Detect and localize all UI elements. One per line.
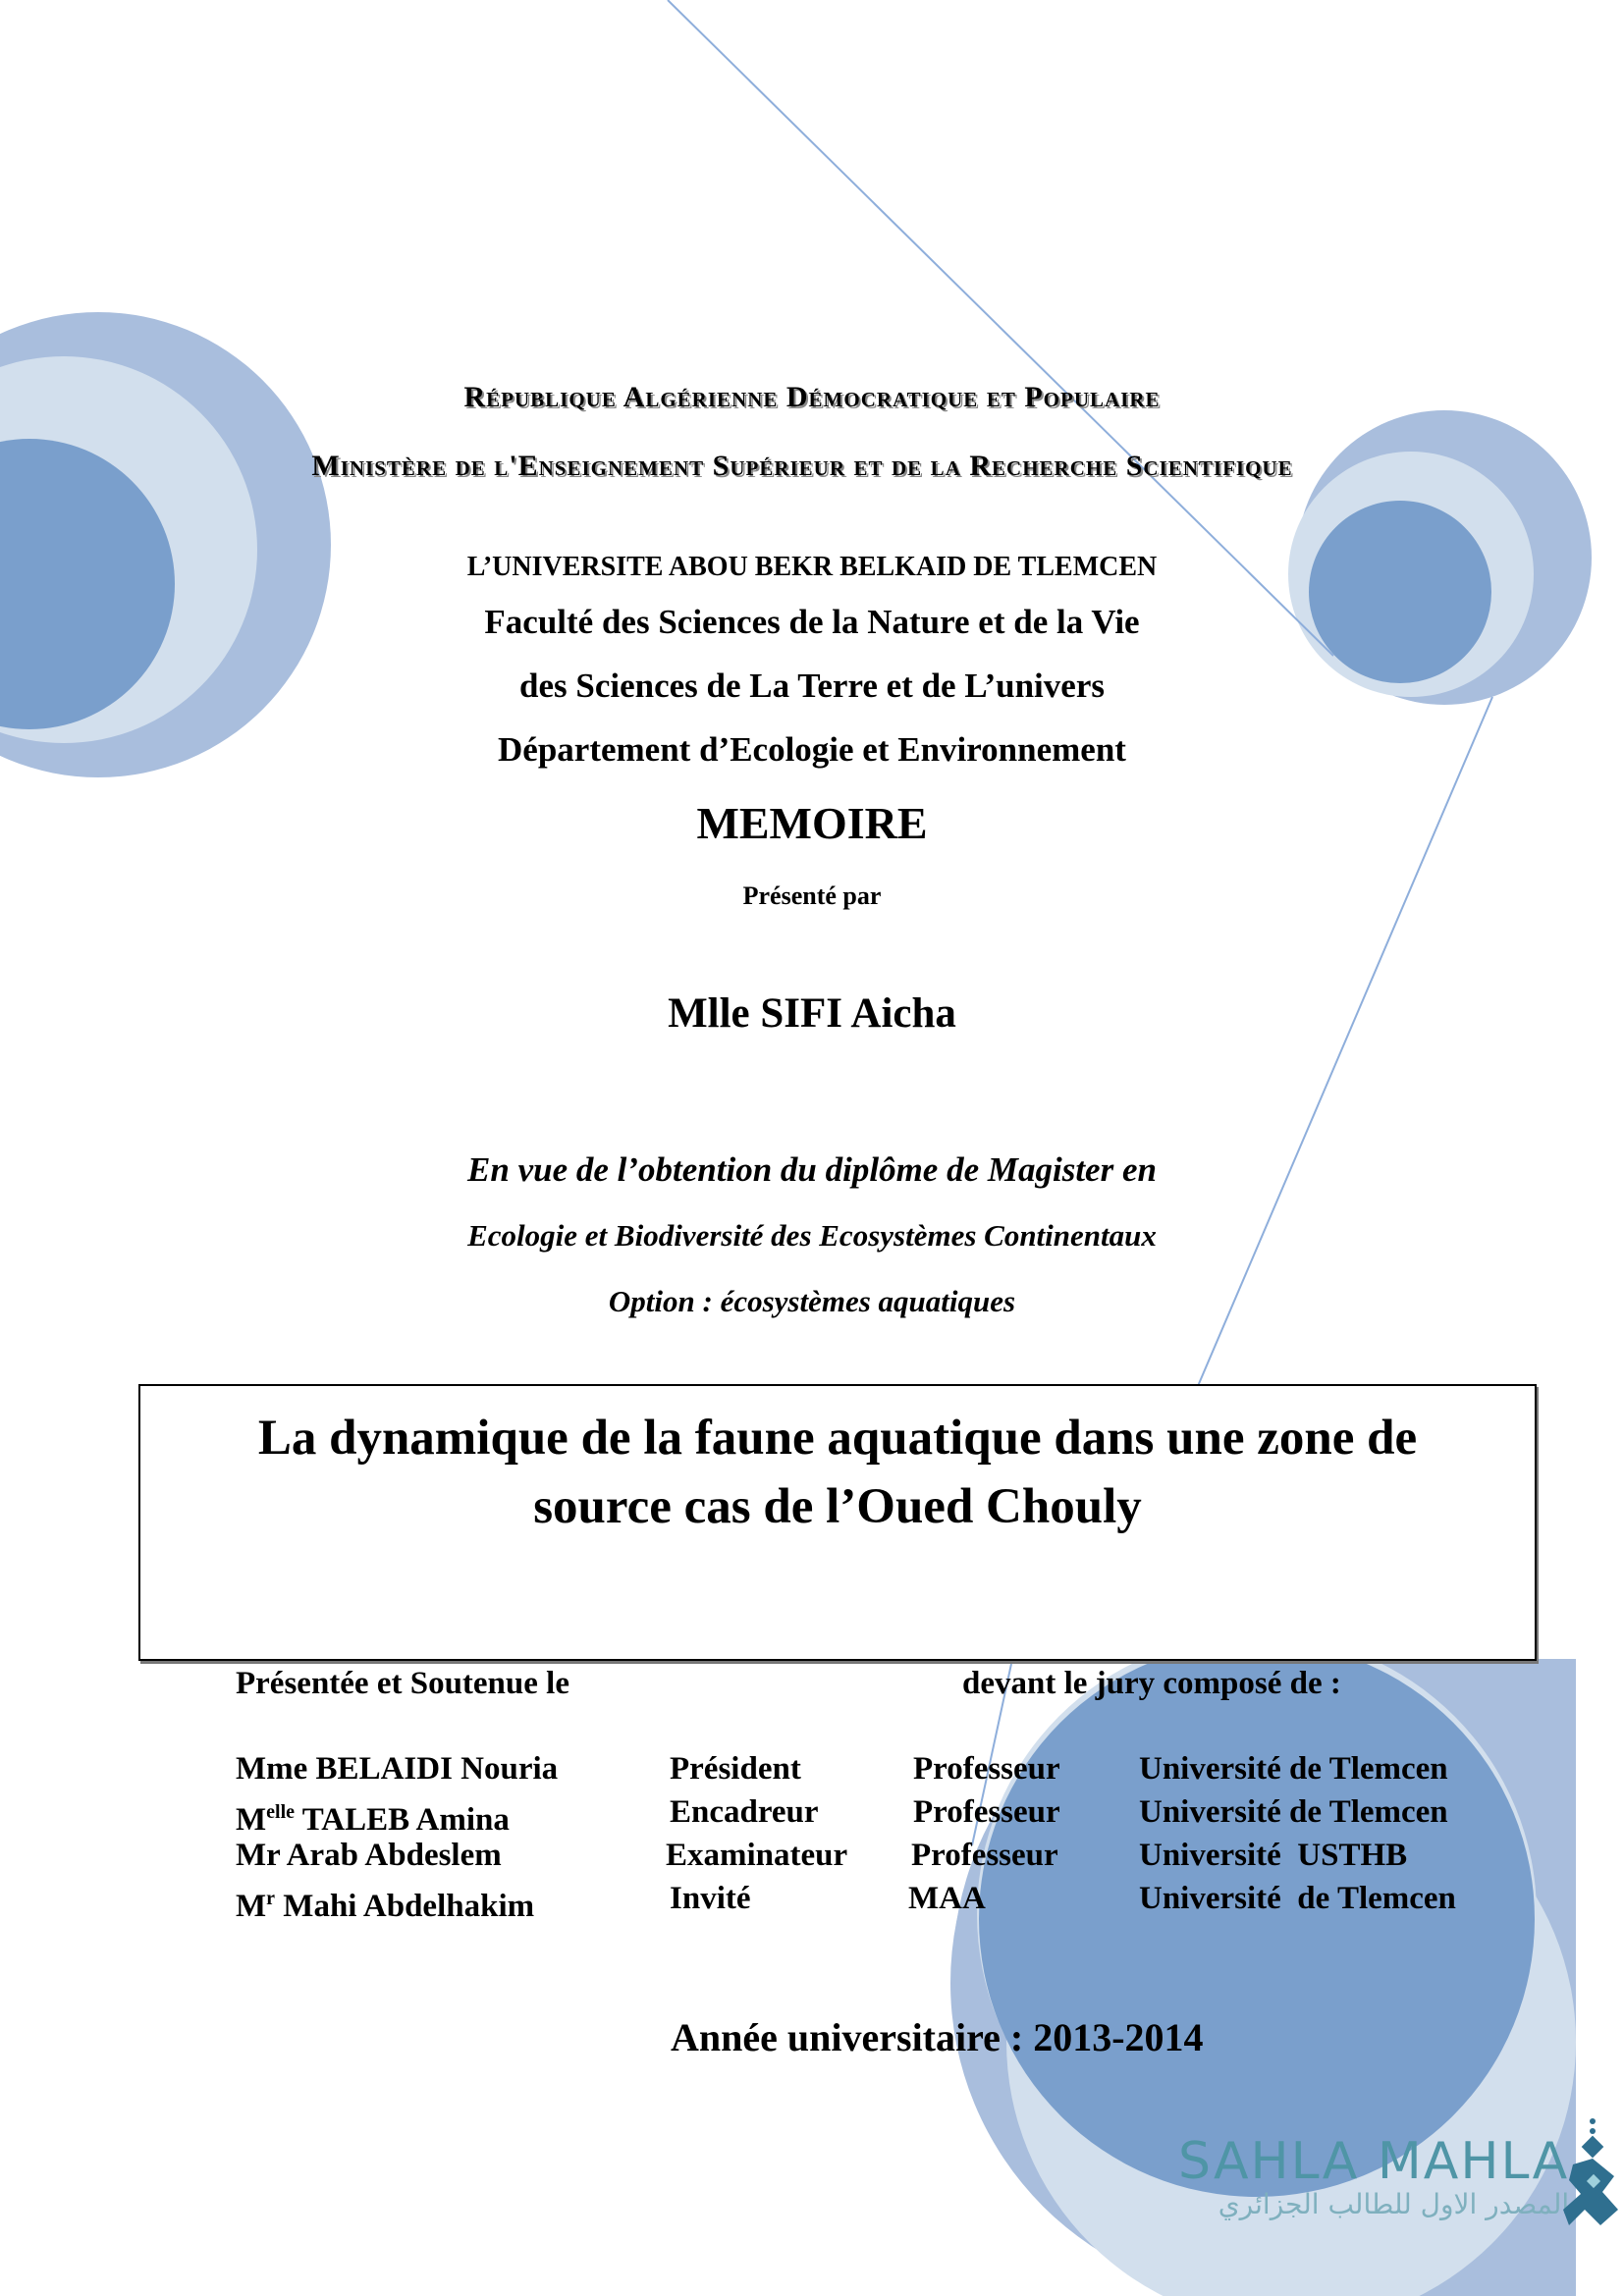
presented-by-label: Présenté par — [742, 881, 882, 910]
jury-member-name: Mr Arab Abdeslem — [236, 1838, 502, 1873]
document-type: MEMOIRE — [696, 798, 928, 848]
sahla-mahla-watermark — [1178, 2132, 1570, 2222]
jury-member-role: Président — [670, 1751, 801, 1787]
faculty-line-1: Faculté des Sciences de la Nature et de la Vie — [484, 603, 1140, 641]
jury-member-name: $M^r$ Mahi Abdelhakim — [236, 1888, 535, 1924]
specialty-line: Ecologie et Biodiversité des Ecosystèmes Continentaux — [467, 1218, 1157, 1253]
jury-member-institution: Université de Tlemcen — [1139, 1751, 1448, 1787]
jury-member-grade: Professeur — [913, 1794, 1060, 1830]
jury-label: devant le jury composé de : — [962, 1666, 1341, 1701]
watermark-tagline: المصدر الاول للطالب الجزائري — [1218, 2188, 1570, 2220]
jury-member-institution: Université de Tlemcen — [1139, 1881, 1456, 1916]
option-line: Option : écosystèmes aquatiques — [608, 1284, 1016, 1318]
jury-member-institution: Université de Tlemcen — [1139, 1794, 1448, 1830]
degree-line: En vue de l’obtention du diplôme de Magister en — [467, 1150, 1157, 1189]
department-name: Département d’Ecologie et Environnement — [498, 730, 1126, 769]
jury-member-grade: MAA — [908, 1881, 986, 1916]
jury-member-role: Examinateur — [666, 1838, 848, 1873]
thesis-title-line-2: source cas de l’Oued Chouly — [533, 1479, 1142, 1534]
faculty-line-2: des Sciences de La Terre et de L’univers — [519, 667, 1105, 705]
republic-heading: République Algérienne Démocratique et Populaire — [463, 381, 1161, 413]
ministry-heading: Ministère de l'Enseignement Supérieur et de la Recherche Scientifique — [311, 450, 1293, 482]
jury-member-role: Encadreur — [670, 1794, 819, 1830]
defense-date-label: Présentée et Soutenue le — [236, 1666, 569, 1701]
sahla-mahla-logo-icon — [1563, 2115, 1624, 2233]
university-name: L’UNIVERSITE ABOU BEKR BELKAID DE TLEMCEN — [466, 552, 1158, 582]
jury-member-institution: Université USTHB — [1139, 1838, 1408, 1873]
academic-year: Année universitaire : 2013-2014 — [671, 2015, 1204, 2059]
author-name: Mlle SIFI Aicha — [668, 990, 956, 1037]
jury-member-grade: Professeur — [911, 1838, 1058, 1873]
jury-member-role: Invité — [670, 1881, 751, 1916]
jury-member-name: Mme BELAIDI Nouria — [236, 1751, 559, 1787]
thesis-title-line-1: La dynamique de la faune aquatique dans une zone de — [257, 1411, 1418, 1466]
jury-member-name: $M^{elle}$ TALEB Amina — [236, 1801, 510, 1838]
watermark-brand: SAHLA MAHLA — [1178, 2132, 1570, 2191]
thesis-title-box — [138, 1384, 1537, 1661]
jury-member-grade: Professeur — [913, 1751, 1060, 1787]
